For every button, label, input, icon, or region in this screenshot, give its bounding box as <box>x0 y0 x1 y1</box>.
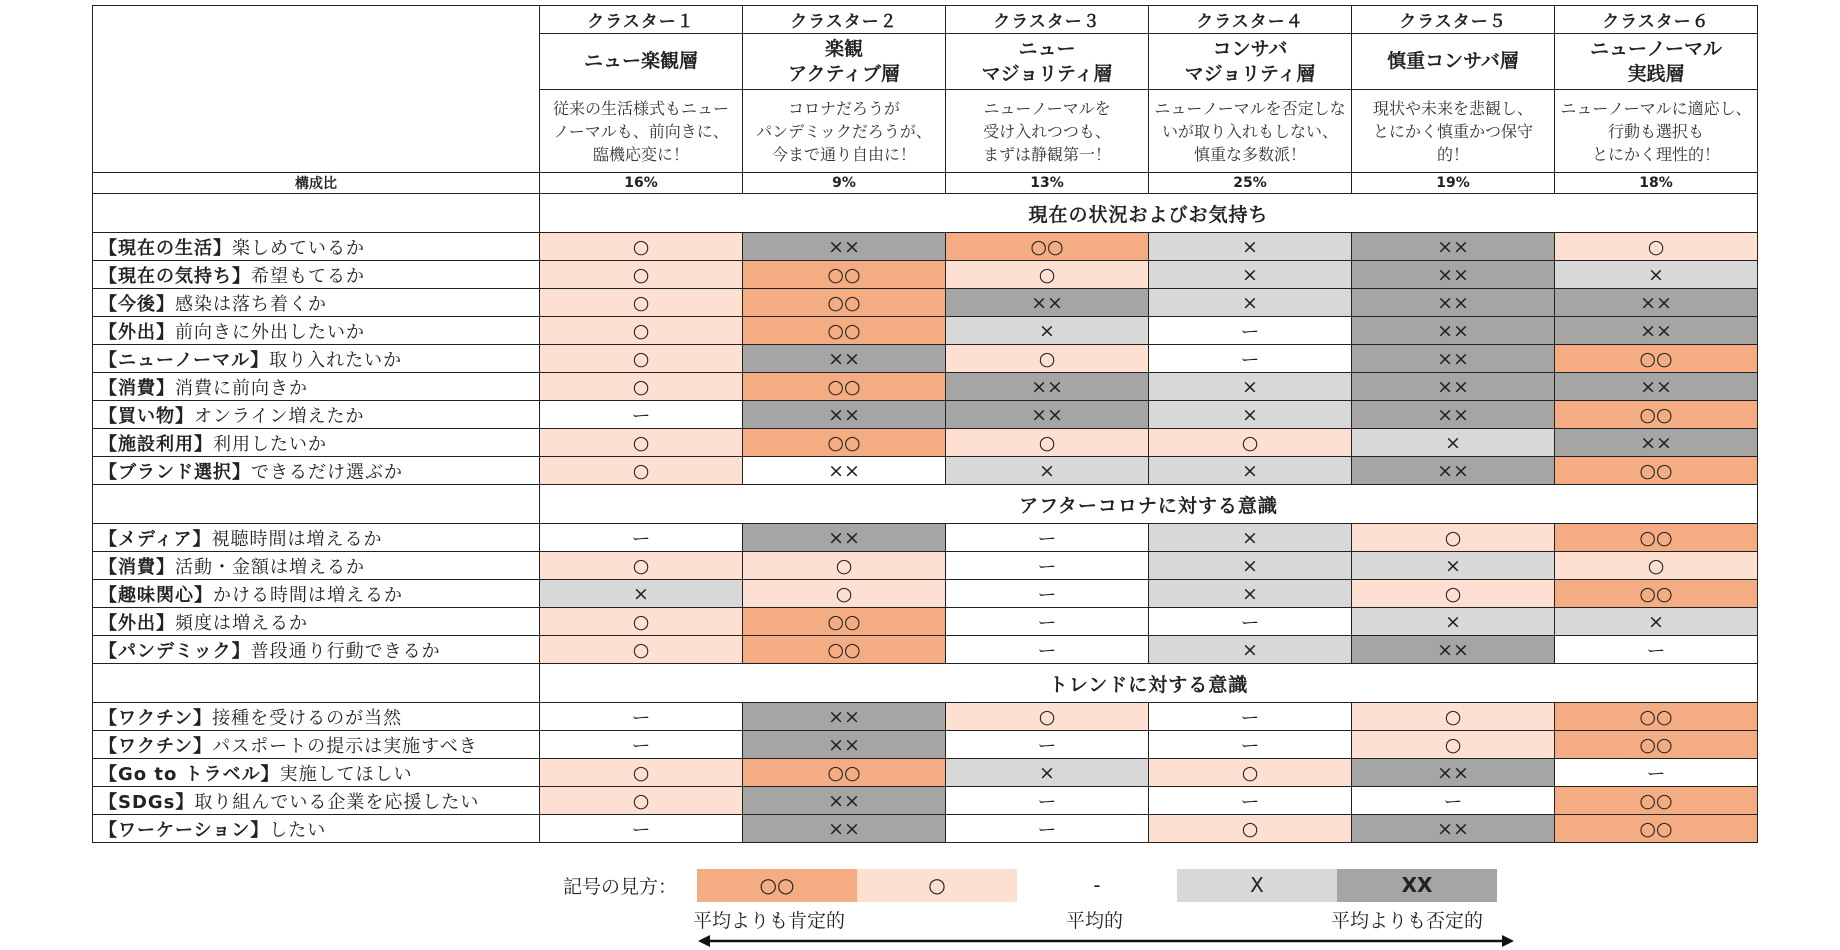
rating-cell: ○ <box>540 261 743 289</box>
cluster-matrix <box>92 5 1758 843</box>
question-tag: 【ワクチン】 <box>99 735 213 757</box>
cluster-name-line: アクティブ層 <box>788 62 900 85</box>
rating-cell: × <box>1352 608 1555 636</box>
rating-cell: ×× <box>1555 289 1758 317</box>
question-text: 感染は落ち着くか <box>175 293 327 315</box>
rating-cell: ×× <box>1352 233 1555 261</box>
question-cell <box>93 815 540 843</box>
rating-cell: ○ <box>1352 703 1555 731</box>
rating-cell: ×× <box>743 345 946 373</box>
rating-cell: ー <box>1149 787 1352 815</box>
cluster-name-line: ニュー楽観層 <box>583 50 698 72</box>
legend-swatch-double-cross: XX <box>1337 869 1497 902</box>
rating-cell: ×× <box>1352 401 1555 429</box>
rating-cell: ー <box>540 703 743 731</box>
rating-cell: × <box>946 759 1149 787</box>
question-text: かける時間は増えるか <box>213 584 403 606</box>
question-text: オンライン増えたか <box>194 405 365 427</box>
rating-cell: ×× <box>1352 373 1555 401</box>
cluster-number: クラスター３ <box>946 6 1149 34</box>
question-cell <box>93 608 540 636</box>
rating-cell: ○○ <box>743 608 946 636</box>
cluster-description <box>1149 90 1352 173</box>
table-row <box>93 345 1758 373</box>
rating-cell: × <box>946 457 1149 485</box>
cluster-number: クラスター１ <box>540 6 743 34</box>
legend-swatch-cross: X <box>1177 869 1337 902</box>
rating-cell: × <box>1149 524 1352 552</box>
rating-cell: ○ <box>743 580 946 608</box>
rating-cell: ー <box>1555 636 1758 664</box>
rating-cell: ×× <box>743 457 946 485</box>
rating-cell: ○○ <box>1555 457 1758 485</box>
question-text: 頻度は増えるか <box>175 612 308 634</box>
rating-cell: ー <box>1149 703 1352 731</box>
rating-cell: ○○ <box>743 317 946 345</box>
cluster-number: クラスター４ <box>1149 6 1352 34</box>
rating-cell: × <box>1149 373 1352 401</box>
rating-cell: ○ <box>540 457 743 485</box>
question-text: 前向きに外出したいか <box>175 321 365 343</box>
rating-cell: ○ <box>1352 524 1555 552</box>
rating-cell: ○ <box>946 345 1149 373</box>
question-cell <box>93 552 540 580</box>
cluster-description-line: 行動も選択も <box>1607 121 1704 141</box>
question-cell <box>93 317 540 345</box>
rating-cell: ○ <box>1555 233 1758 261</box>
rating-cell: ×× <box>743 703 946 731</box>
rating-cell: × <box>1149 457 1352 485</box>
question-cell <box>93 289 540 317</box>
rating-cell: ○○ <box>1555 401 1758 429</box>
table-row <box>93 289 1758 317</box>
table-row <box>93 636 1758 664</box>
cluster-number: クラスター５ <box>1352 6 1555 34</box>
rating-cell: × <box>1149 636 1352 664</box>
question-tag: 【現在の生活】 <box>99 237 232 259</box>
rating-cell: ー <box>946 636 1149 664</box>
table-row <box>93 317 1758 345</box>
cluster-description-line: 臨機応変に！ <box>592 144 689 164</box>
question-cell <box>93 759 540 787</box>
question-tag: 【施設利用】 <box>99 433 213 455</box>
cluster-description-line: いが取り入れもしない、 <box>1161 121 1338 141</box>
rating-cell: ○ <box>540 429 743 457</box>
question-cell <box>93 429 540 457</box>
cluster-description-line: ノーマルも、前向きに、 <box>553 121 729 141</box>
cluster-name <box>946 34 1149 90</box>
rating-cell: × <box>1149 401 1352 429</box>
table-row <box>93 524 1758 552</box>
cluster-description-line: 今まで通り自由に！ <box>771 144 916 164</box>
question-cell <box>93 580 540 608</box>
rating-cell: ー <box>946 815 1149 843</box>
rating-cell: ○○ <box>1555 815 1758 843</box>
rating-cell: × <box>540 580 743 608</box>
rating-cell: × <box>1149 580 1352 608</box>
rating-cell: ○○ <box>946 233 1149 261</box>
rating-cell: × <box>1149 261 1352 289</box>
table-row <box>93 429 1758 457</box>
rating-cell: ー <box>946 580 1149 608</box>
rating-cell: ○○ <box>1555 703 1758 731</box>
table-row <box>93 457 1758 485</box>
rating-cell: × <box>1149 233 1352 261</box>
question-tag: 【趣味関心】 <box>99 584 213 606</box>
rating-cell: ○ <box>946 261 1149 289</box>
question-tag: 【ワーケーション】 <box>99 819 270 841</box>
question-cell <box>93 731 540 759</box>
question-tag: 【外出】 <box>99 612 175 634</box>
cluster-description <box>946 90 1149 173</box>
cluster-ratio: 19% <box>1352 173 1555 194</box>
cluster-description <box>1352 90 1555 173</box>
question-text: 視聴時間は増えるか <box>211 528 383 550</box>
legend-swatch-double-circle: ○○ <box>697 869 857 902</box>
cluster-description-line: ニューノーマルを <box>983 98 1111 118</box>
rating-cell: ○ <box>1352 731 1555 759</box>
table-row <box>93 731 1758 759</box>
rating-cell: ○ <box>946 703 1149 731</box>
section-row <box>93 194 1758 233</box>
rating-cell: ○○ <box>743 636 946 664</box>
cluster-name <box>1352 34 1555 90</box>
rating-cell: ○○ <box>1555 345 1758 373</box>
question-tag: 【消費】 <box>99 377 175 399</box>
rating-cell: ○○ <box>1555 580 1758 608</box>
cluster-description-line: 慎重な多数派！ <box>1193 144 1306 164</box>
question-text: 接種を受けるのが当然 <box>212 707 403 729</box>
question-cell <box>93 457 540 485</box>
rating-cell: ×× <box>743 815 946 843</box>
question-cell <box>93 261 540 289</box>
rating-cell: ×× <box>1352 636 1555 664</box>
rating-cell: ×× <box>743 524 946 552</box>
question-tag: 【パンデミック】 <box>99 640 251 662</box>
cluster-description-line: 従来の生活様式もニュー <box>552 98 729 118</box>
rating-cell: ー <box>946 731 1149 759</box>
rating-cell: ×× <box>743 401 946 429</box>
question-cell <box>93 787 540 815</box>
legend-title: 記号の見方： <box>563 876 678 898</box>
question-text: パスポートの提示は実施すべき <box>212 735 478 757</box>
cluster-description <box>540 90 743 173</box>
rating-cell: × <box>946 317 1149 345</box>
question-tag: 【SDGs】 <box>99 791 195 813</box>
rating-cell: ○○ <box>743 429 946 457</box>
cluster-description-line: とにかく理性的！ <box>1591 144 1720 164</box>
question-tag: 【ワクチン】 <box>99 707 213 729</box>
rating-cell: ー <box>1149 608 1352 636</box>
rating-cell: × <box>1352 429 1555 457</box>
cluster-ratio: 9% <box>743 173 946 194</box>
rating-cell: ー <box>946 552 1149 580</box>
rating-cell: ○ <box>540 233 743 261</box>
cluster-name-line: コンサバ <box>1212 37 1288 60</box>
section-row <box>93 664 1758 703</box>
question-cell <box>93 401 540 429</box>
table-row <box>93 703 1758 731</box>
question-text: 利用したいか <box>213 433 327 455</box>
table-row <box>93 787 1758 815</box>
header-num-row <box>93 6 1758 34</box>
rating-cell: ×× <box>743 787 946 815</box>
rating-cell: ×× <box>1555 429 1758 457</box>
rating-cell: ×× <box>946 373 1149 401</box>
table-row <box>93 580 1758 608</box>
cluster-description-line: 受け入れつつも、 <box>983 121 1111 141</box>
rating-cell: ○ <box>540 787 743 815</box>
rating-cell: ○○ <box>1555 524 1758 552</box>
table-row <box>93 261 1758 289</box>
rating-cell: ー <box>1352 787 1555 815</box>
rating-cell: × <box>1555 608 1758 636</box>
question-tag: 【Go to トラベル】 <box>99 763 280 785</box>
cluster-description-line: ニューノーマルに適応し、 <box>1560 98 1752 118</box>
rating-cell: ○ <box>1555 552 1758 580</box>
question-tag: 【現在の気持ち】 <box>99 265 251 287</box>
rating-cell: ○ <box>1352 580 1555 608</box>
cluster-description <box>1555 90 1758 173</box>
rating-cell: ○○ <box>743 759 946 787</box>
cluster-ratio: 18% <box>1555 173 1758 194</box>
question-text: 楽しめているか <box>232 237 365 259</box>
cluster-name <box>743 34 946 90</box>
rating-cell: ○ <box>540 608 743 636</box>
rating-cell: ×× <box>743 233 946 261</box>
cluster-description <box>743 90 946 173</box>
cluster-name-line: 慎重コンサバ層 <box>1387 50 1519 72</box>
header-corner <box>93 6 540 173</box>
cluster-name <box>1149 34 1352 90</box>
rating-cell: ○ <box>540 636 743 664</box>
cluster-name-line: マジョリティ層 <box>981 62 1113 85</box>
question-text: したい <box>269 819 327 841</box>
rating-cell: ×× <box>1352 345 1555 373</box>
rating-cell: × <box>1555 261 1758 289</box>
table-row <box>93 373 1758 401</box>
cluster-name-line: 実践層 <box>1627 62 1685 85</box>
rating-cell: ×× <box>1352 261 1555 289</box>
rating-cell: ○ <box>540 345 743 373</box>
rating-cell: ○○ <box>743 261 946 289</box>
table-row <box>93 815 1758 843</box>
cluster-name-line: 楽観 <box>824 37 863 60</box>
question-text: 消費に前向きか <box>175 377 308 399</box>
rating-cell: ○ <box>946 429 1149 457</box>
rating-cell: ○ <box>1149 815 1352 843</box>
legend-negative-label: 平均よりも否定的 <box>1331 910 1484 932</box>
cluster-name <box>1555 34 1758 90</box>
table-row <box>93 233 1758 261</box>
rating-cell: ー <box>1149 317 1352 345</box>
question-text: 普段通り行動できるか <box>250 640 441 662</box>
cluster-number: クラスター２ <box>743 6 946 34</box>
rating-cell: ×× <box>1352 815 1555 843</box>
cluster-number: クラスター６ <box>1555 6 1758 34</box>
question-cell <box>93 703 540 731</box>
question-tag: 【消費】 <box>99 556 175 578</box>
rating-cell: ×× <box>743 731 946 759</box>
rating-cell: ○ <box>540 373 743 401</box>
question-text: 実施してほしい <box>279 763 413 785</box>
cluster-description-line: パンデミックだろうが、 <box>756 121 932 141</box>
ratio-label: 構成比 <box>93 173 540 194</box>
cluster-description-line: とにかく慎重かつ保守 <box>1372 121 1533 141</box>
cluster-description-line: ニューノーマルを否定しな <box>1154 98 1346 118</box>
rating-cell: ○ <box>540 759 743 787</box>
legend-swatch-circle: ○ <box>857 869 1017 902</box>
cluster-description-line: 現状や未来を悲観し、 <box>1372 98 1533 118</box>
rating-cell: ○ <box>1149 759 1352 787</box>
rating-cell: ×× <box>946 289 1149 317</box>
rating-cell: ー <box>946 524 1149 552</box>
question-text: できるだけ選ぶか <box>251 461 403 483</box>
question-tag: 【ニューノーマル】 <box>99 349 270 371</box>
table-row <box>93 401 1758 429</box>
question-tag: 【ブランド選択】 <box>99 461 251 483</box>
table-row <box>93 608 1758 636</box>
question-cell <box>93 233 540 261</box>
question-text: 希望もてるか <box>251 265 365 287</box>
rating-cell: ー <box>946 608 1149 636</box>
rating-cell: ー <box>1149 345 1352 373</box>
rating-cell: × <box>1149 289 1352 317</box>
rating-cell: ○ <box>540 289 743 317</box>
rating-cell: ○ <box>743 552 946 580</box>
question-cell <box>93 373 540 401</box>
section-spacer <box>93 485 540 524</box>
rating-cell: ー <box>540 524 743 552</box>
cluster-name-line: マジョリティ層 <box>1184 62 1316 85</box>
rating-cell: ○ <box>540 317 743 345</box>
question-text: 取り入れたいか <box>269 349 403 371</box>
question-tag: 【外出】 <box>99 321 175 343</box>
cluster-name-line: ニュー <box>1018 37 1076 60</box>
question-tag: 【買い物】 <box>99 405 194 427</box>
question-cell <box>93 636 540 664</box>
section-title: 現在の状況およびお気持ち <box>540 194 1758 233</box>
rating-cell: ×× <box>1555 317 1758 345</box>
section-row <box>93 485 1758 524</box>
cluster-name <box>540 34 743 90</box>
rating-cell: ー <box>1149 731 1352 759</box>
cluster-description-line: 的！ <box>1436 144 1469 164</box>
rating-cell: ー <box>1555 759 1758 787</box>
cluster-name-line: ニューノーマル <box>1589 37 1723 60</box>
question-tag: 【今後】 <box>99 293 175 315</box>
section-spacer <box>93 194 540 233</box>
rating-cell: ○ <box>540 552 743 580</box>
question-text: 取り組んでいる企業を応援したい <box>194 791 480 813</box>
legend-swatch-dash: - <box>1017 869 1177 902</box>
rating-cell: ×× <box>946 401 1149 429</box>
legend-positive-label: 平均よりも肯定的 <box>693 910 846 932</box>
rating-cell: ×× <box>1555 373 1758 401</box>
rating-cell: ×× <box>1352 289 1555 317</box>
rating-cell: ー <box>540 731 743 759</box>
legend-average-label: 平均的 <box>1066 910 1124 932</box>
table-row <box>93 552 1758 580</box>
rating-cell: ○○ <box>1555 731 1758 759</box>
section-title: トレンドに対する意識 <box>540 664 1758 703</box>
question-cell <box>93 345 540 373</box>
rating-cell: ○○ <box>743 289 946 317</box>
rating-cell: × <box>1149 552 1352 580</box>
section-title: アフターコロナに対する意識 <box>540 485 1758 524</box>
double-arrow-icon <box>698 934 1514 948</box>
rating-cell: ー <box>540 401 743 429</box>
rating-cell: ○ <box>1149 429 1352 457</box>
cluster-ratio: 16% <box>540 173 743 194</box>
rating-cell: ×× <box>1352 457 1555 485</box>
section-spacer <box>93 664 540 703</box>
ratio-row <box>93 173 1758 194</box>
question-cell <box>93 524 540 552</box>
cluster-description-line: コロナだろうが <box>787 98 900 118</box>
cluster-ratio: 13% <box>946 173 1149 194</box>
rating-cell: ○○ <box>1555 787 1758 815</box>
rating-cell: ×× <box>1352 759 1555 787</box>
matrix-body <box>93 6 1758 843</box>
rating-cell: × <box>1352 552 1555 580</box>
cluster-ratio: 25% <box>1149 173 1352 194</box>
rating-cell: ○○ <box>743 373 946 401</box>
table-row <box>93 759 1758 787</box>
rating-cell: ー <box>946 787 1149 815</box>
rating-cell: ×× <box>1352 317 1555 345</box>
question-text: 活動・金額は増えるか <box>175 556 365 578</box>
question-tag: 【メディア】 <box>99 528 212 550</box>
cluster-description-line: まずは静観第一！ <box>982 144 1111 164</box>
rating-cell: ー <box>540 815 743 843</box>
